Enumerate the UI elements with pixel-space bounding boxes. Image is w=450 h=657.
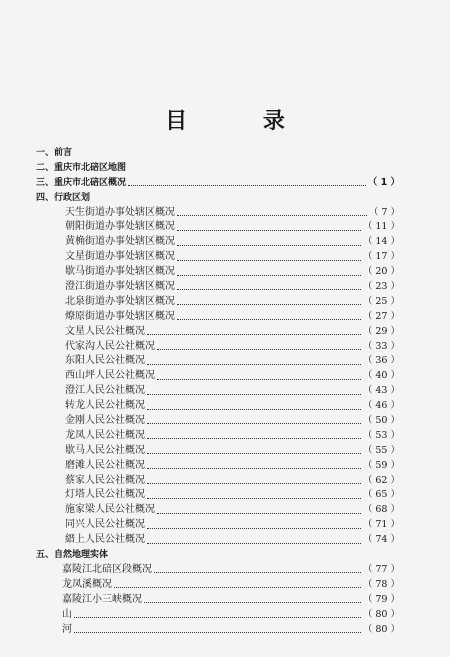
toc-entry-title: 山 xyxy=(62,608,72,620)
toc-page-number: （ 50 ） xyxy=(362,415,400,427)
toc-entry-title: 一、前言 xyxy=(36,148,73,158)
dot-leader xyxy=(177,288,361,290)
toc-entry-title: 灯塔人民公社概况 xyxy=(65,489,145,501)
toc-page-number: （ 65 ） xyxy=(362,489,400,501)
toc-entry-title: 歇马人民公社概况 xyxy=(65,444,145,456)
toc-page-number: （ 78 ） xyxy=(362,578,400,590)
toc-page-number: （ 27 ） xyxy=(362,310,400,322)
dot-leader xyxy=(74,631,361,633)
toc-entry xyxy=(36,235,400,250)
toc-page-number: （ 77 ） xyxy=(362,563,400,575)
toc-page-number: （ 1 ） xyxy=(367,176,400,188)
toc-entry-title: 施家梁人民公社概况 xyxy=(65,504,155,516)
toc-entry xyxy=(36,176,400,191)
toc-entry xyxy=(36,518,400,533)
toc-entry xyxy=(36,444,400,459)
dot-leader xyxy=(74,616,361,618)
dot-leader xyxy=(147,467,361,469)
toc-entry xyxy=(36,384,400,399)
toc-entry-title: 金刚人民公社概况 xyxy=(65,415,145,427)
toc-entry-title: 歇马街道办事处辖区概况 xyxy=(65,266,175,278)
toc-entry-title: 五、自然地理实体 xyxy=(36,550,109,561)
toc-entry xyxy=(36,146,400,161)
dot-leader xyxy=(157,512,361,514)
toc-entry xyxy=(36,295,400,310)
toc-entry xyxy=(36,623,400,638)
toc-entry xyxy=(36,533,400,548)
toc-page-number: （ 40 ） xyxy=(362,370,400,382)
toc-page-number: （ 74 ） xyxy=(362,534,400,546)
toc-entry-title: 二、重庆市北碚区地图 xyxy=(36,162,127,173)
toc-page-number: （ 11 ） xyxy=(362,221,400,233)
toc-entry xyxy=(36,220,400,235)
toc-entry-title: 澄江街道办事处辖区概况 xyxy=(65,281,175,293)
toc-page-number: （ 55 ） xyxy=(362,444,400,456)
dot-leader xyxy=(147,393,361,395)
toc-page-number: （ 20 ） xyxy=(362,266,400,278)
dot-leader xyxy=(147,452,361,454)
dot-leader xyxy=(147,497,361,499)
toc-entry-title: 朝阳街道办事处辖区概况 xyxy=(65,221,175,233)
toc-entry-title: 黄桷街道办事处辖区概况 xyxy=(65,236,175,248)
dot-leader xyxy=(177,229,361,231)
toc-entry xyxy=(36,503,400,518)
toc-page-number: （ 36 ） xyxy=(362,355,400,367)
toc-entry xyxy=(36,206,400,221)
toc-entry-title: 龙凤溪概况 xyxy=(62,578,112,590)
toc-entry xyxy=(36,280,400,295)
toc-entry-title: 北泉街道办事处辖区概况 xyxy=(65,295,175,307)
dot-leader xyxy=(144,601,361,603)
toc-entry-title: 縉上人民公社概况 xyxy=(65,534,145,546)
dot-leader xyxy=(147,422,361,424)
dot-leader xyxy=(177,214,367,216)
toc-entry-title: 龙凤人民公社概况 xyxy=(65,429,145,441)
toc-page-number: （ 80 ） xyxy=(362,608,400,620)
table-of-contents xyxy=(36,146,400,637)
toc-entry xyxy=(36,369,400,384)
toc-page-number: （ 25 ） xyxy=(362,295,400,307)
dot-leader xyxy=(128,184,366,186)
toc-entry xyxy=(36,548,400,563)
toc-entry-title: 澄江人民公社概况 xyxy=(65,385,145,397)
toc-entry-title: 同兴人民公社概况 xyxy=(65,519,145,531)
toc-entry xyxy=(36,563,400,578)
toc-page-number: （ 43 ） xyxy=(362,385,400,397)
toc-entry-title: 蔡家人民公社概况 xyxy=(65,474,145,486)
toc-page-number: （ 79 ） xyxy=(362,593,400,605)
toc-entry-title: 河 xyxy=(62,623,72,635)
toc-entry xyxy=(36,191,400,206)
toc-page-number: （ 33 ） xyxy=(362,340,400,352)
dot-leader xyxy=(157,378,361,380)
toc-entry xyxy=(36,488,400,503)
toc-entry xyxy=(36,399,400,414)
dot-leader xyxy=(114,586,361,588)
toc-entry-title: 四、行政区划 xyxy=(36,192,91,203)
toc-page-number: （ 23 ） xyxy=(362,281,400,293)
dot-leader xyxy=(177,318,361,320)
toc-entry xyxy=(36,354,400,369)
toc-entry-title: 磨滩人民公社概况 xyxy=(65,459,145,471)
dot-leader xyxy=(147,482,361,484)
toc-page-number: （ 59 ） xyxy=(362,459,400,471)
toc-entry-title: 嘉陵江小三峡概况 xyxy=(62,593,142,605)
dot-leader xyxy=(177,274,361,276)
toc-entry-title: 转龙人民公社概况 xyxy=(65,400,145,412)
toc-entry xyxy=(36,310,400,325)
toc-entry-title: 代家沟人民公社概况 xyxy=(65,340,155,352)
dot-leader xyxy=(147,437,361,439)
toc-entry-title: 文星街道办事处辖区概况 xyxy=(65,251,175,263)
toc-page-number: （ 29 ） xyxy=(362,325,400,337)
toc-page-number: （ 7 ） xyxy=(368,206,400,218)
toc-entry-title: 东阳人民公社概况 xyxy=(65,355,145,367)
dot-leader xyxy=(147,333,361,335)
toc-entry xyxy=(36,608,400,623)
dot-leader xyxy=(177,244,361,246)
toc-entry-title: 文星人民公社概况 xyxy=(65,325,145,337)
toc-entry xyxy=(36,459,400,474)
toc-entry xyxy=(36,474,400,489)
dot-leader xyxy=(147,542,361,544)
toc-entry-title: 嘉陵江北碚区段概况 xyxy=(62,563,152,575)
toc-page-number: （ 14 ） xyxy=(362,236,400,248)
toc-page-number: （ 68 ） xyxy=(362,504,400,516)
toc-entry-title: 燎原街道办事处辖区概况 xyxy=(65,310,175,322)
toc-page-number: （ 80 ） xyxy=(362,623,400,635)
toc-page-number: （ 53 ） xyxy=(362,429,400,441)
toc-entry xyxy=(36,593,400,608)
toc-entry xyxy=(36,250,400,265)
page-title: 目 录 xyxy=(165,108,319,134)
toc-entry-title: 三、重庆市北碚区概况 xyxy=(36,177,127,188)
toc-page-number: （ 62 ） xyxy=(362,474,400,486)
toc-page-number: （ 17 ） xyxy=(362,251,400,263)
toc-entry xyxy=(36,578,400,593)
toc-entry xyxy=(36,161,400,176)
dot-leader xyxy=(154,571,361,573)
toc-entry xyxy=(36,265,400,280)
dot-leader xyxy=(147,527,361,529)
toc-entry-title: 天生街道办事处辖区概况 xyxy=(65,206,175,218)
toc-entry xyxy=(36,414,400,429)
dot-leader xyxy=(147,363,361,365)
toc-page-number: （ 46 ） xyxy=(362,400,400,412)
toc-entry xyxy=(36,340,400,355)
dot-leader xyxy=(177,303,361,305)
toc-entry-title: 西山坪人民公社概况 xyxy=(65,370,155,382)
toc-page-number: （ 71 ） xyxy=(362,519,400,531)
dot-leader xyxy=(177,259,361,261)
dot-leader xyxy=(147,408,361,410)
toc-entry xyxy=(36,429,400,444)
dot-leader xyxy=(157,348,361,350)
toc-entry xyxy=(36,325,400,340)
